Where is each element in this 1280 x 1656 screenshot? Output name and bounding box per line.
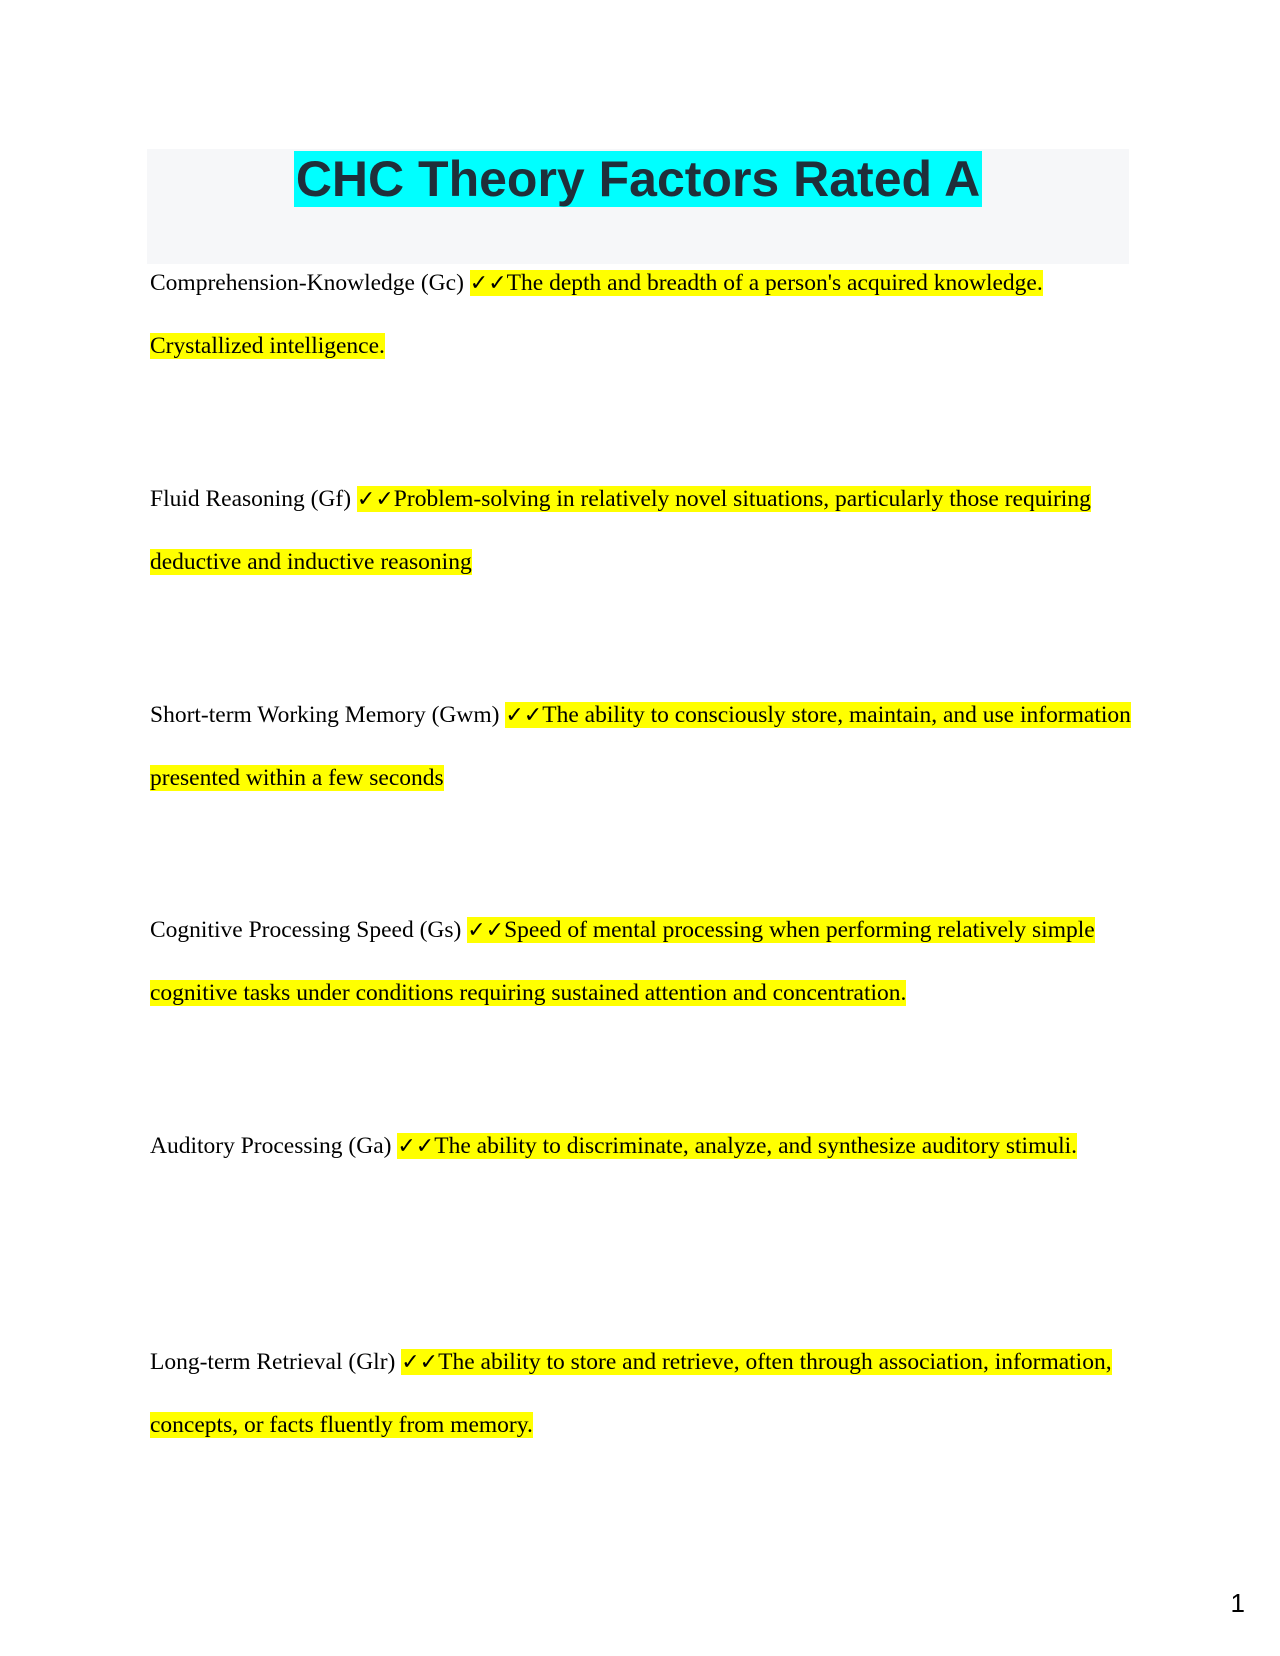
entry-term: Comprehension-Knowledge (Gc) [150,270,464,296]
entry-term: Long-term Retrieval (Glr) [150,1349,396,1375]
entry-gc [150,252,1140,377]
entry-definition: The ability to discriminate, analyze, and synthesize auditory stimuli. [434,1133,1078,1159]
entry-glr [150,1331,1140,1456]
double-check-icon: ✓✓ [401,1350,439,1375]
title-band [147,149,1129,264]
page-title-text: CHC Theory Factors Rated A [295,151,981,207]
double-check-icon: ✓✓ [397,1134,435,1159]
entry-gs [150,899,1140,1024]
entry-gf [150,468,1140,593]
page-title [147,149,1129,209]
entry-term: Auditory Processing (Ga) [150,1133,392,1159]
entry-term: Fluid Reasoning (Gf) [150,486,352,512]
entry-definition: Speed of mental processing when performing relatively simple cognitive tasks under conditions requiring sustained attention and concentration. [150,917,1095,1006]
entry-ga [150,1115,1140,1178]
double-check-icon: ✓✓ [469,271,507,296]
entry-definition: Problem-solving in relatively novel situations, particularly those requiring deductive and inductive reasoning [150,486,1091,575]
entry-definition: The depth and breadth of a person's acquired knowledge. Crystallized intelligence. [150,270,1043,359]
double-check-icon: ✓✓ [505,703,543,728]
page-number: 1 [1230,1588,1245,1618]
entry-definition: The ability to store and retrieve, often through association, information, concepts, or facts fluently from memory. [150,1349,1112,1438]
double-check-icon: ✓✓ [356,487,394,512]
entry-term: Short-term Working Memory (Gwm) [150,702,500,728]
entry-term: Cognitive Processing Speed (Gs) [150,917,462,943]
double-check-icon: ✓✓ [467,918,505,943]
entry-gwm [150,684,1140,809]
entry-definition: The ability to consciously store, maintain, and use information presented within a few seconds [150,702,1131,791]
